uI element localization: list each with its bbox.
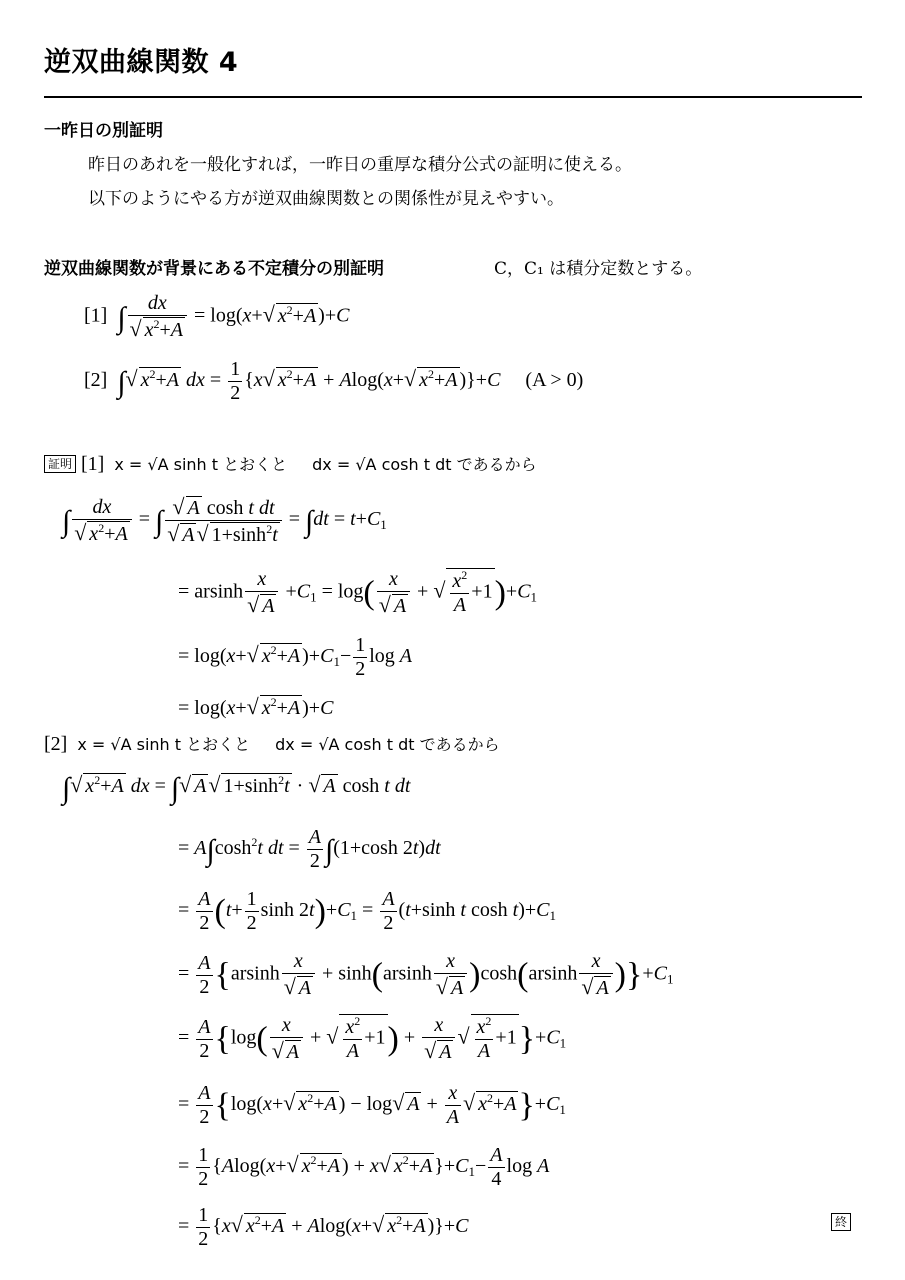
proof-label: 証明 bbox=[44, 455, 76, 473]
title-divider bbox=[44, 96, 862, 98]
proof-2-substitution: x = √A sinh t とおくと bbox=[77, 735, 251, 754]
formula-2-condition: (A > 0) bbox=[525, 369, 584, 392]
intro-line-2: 以下のようにやる方が逆双曲線関数との関係性が見えやすい。 bbox=[88, 189, 564, 209]
section-heading-integral: 逆双曲線関数が背景にある不定積分の別証明 bbox=[44, 259, 384, 279]
proof-1-dx: dx = √A cosh t dt であるから bbox=[312, 455, 537, 474]
proof-2-header bbox=[44, 732, 500, 756]
proof-2-tag: [2] bbox=[44, 733, 68, 755]
formula-2-tag: [2] bbox=[84, 369, 108, 392]
proof-1-step-3: = log(x+√ $x^2+A$ )$+C_1-$ $\frac{1}{2}$ log A bbox=[178, 634, 412, 680]
proof-1-header bbox=[44, 452, 537, 476]
end-label: 終 bbox=[831, 1213, 851, 1231]
proof-2-dx: dx = √A cosh t dt であるから bbox=[275, 735, 500, 754]
constant-note: C，C₁ は積分定数とする。 bbox=[494, 259, 703, 279]
proof-end-marker bbox=[831, 1213, 851, 1232]
formula-2: [2] ∫√ $x^2+A$ dx = $\frac{1}{2}$ {x√ $x^2+A + Alog(x+√$ $x^2+A$ )}+C (A > 0) bbox=[84, 358, 584, 404]
proof-2-step-1: ∫√ $x^2+A$ dx = ∫√ A√ $1+\sinh^2t$ · √ A cosh t dt bbox=[62, 772, 411, 805]
proof-2-step-7: = $\frac{1}{2}$ {Alog(x+√ $x^2+A$ ) + x√ $x^2+A$ }$+C_1-$ $\frac{A}{4}$ log A bbox=[178, 1144, 550, 1190]
proof-2-step-6: = $\frac{A}{2}$ {log(x+√ $x^2+A$ ) − log√ A + $\frac{x}{A}$ √ $x^2+A\}+C_1$ bbox=[178, 1082, 566, 1128]
proof-1-tag: [1] bbox=[81, 453, 105, 475]
proof-2-step-8: = $\frac{1}{2}$ {x√ $x^2+A + Alog(x+√$ $x^2+A$ )}+C bbox=[178, 1204, 469, 1250]
proof-1-step-4: = log(x+√ $x^2+A$ )+C bbox=[178, 694, 334, 719]
intro-line-1: 昨日のあれを一般化すれば，一昨日の重厚な積分公式の証明に使える。 bbox=[88, 155, 632, 175]
proof-2-step-3: = $\frac{A}{2}$ (t+ $\frac{1}{2}$ $\sinh 2t)+C_1$ = $\frac{A}{2}$ (t+sinh t $\cosh t)+C_1$ bbox=[178, 888, 556, 934]
proof-2-step-4: = $\frac{A}{2}$ {arsinh $\frac{x}{√ A}$ + sinh(arsinh $\frac{x}{√ A}$ )cosh(arsinh $\frac{x}{√ A}$ )}$+C_1$ bbox=[178, 950, 674, 999]
page-title: 逆双曲線関数 4 bbox=[44, 47, 239, 78]
formula-1: [1] ∫ $\frac{dx}{√ x^2+A}$ = log(x+√ $x^2+A$ )+C bbox=[84, 292, 350, 341]
proof-2-step-2: = $A\int\cosh^2t$ dt = $\frac{A}{2}$ ∫(1+cosh 2t)dt bbox=[178, 826, 441, 872]
proof-1-step-1: ∫ $\frac{dx}{√ x^2+A}$ = ∫ $\frac{\text{√ A cosh t dt}}{√ A√ 1+\sinh^2t}$ = $\int dt = t+C_1$ bbox=[62, 494, 387, 546]
formula-1-tag: [1] bbox=[84, 304, 108, 327]
proof-1-step-2: = arsinh $\frac{x}{√ A}$ $+C_1 = \log$( $\frac{x}{√ A}$ + √ $\frac{x^2}{A}$ $+1)+C_1$ bbox=[178, 568, 538, 617]
proof-2-step-5: = $\frac{A}{2}$ {log( $\frac{x}{√ A}$ + √ $\frac{x^2}{A}$ +1) + $\frac{x}{√ A}$ √ $\frac{x^2}{A}$ $+1\}+C_1$ bbox=[178, 1014, 567, 1063]
proof-1-substitution: x = √A sinh t とおくと bbox=[114, 455, 288, 474]
section-heading-alt-proof: 一昨日の別証明 bbox=[44, 121, 163, 141]
